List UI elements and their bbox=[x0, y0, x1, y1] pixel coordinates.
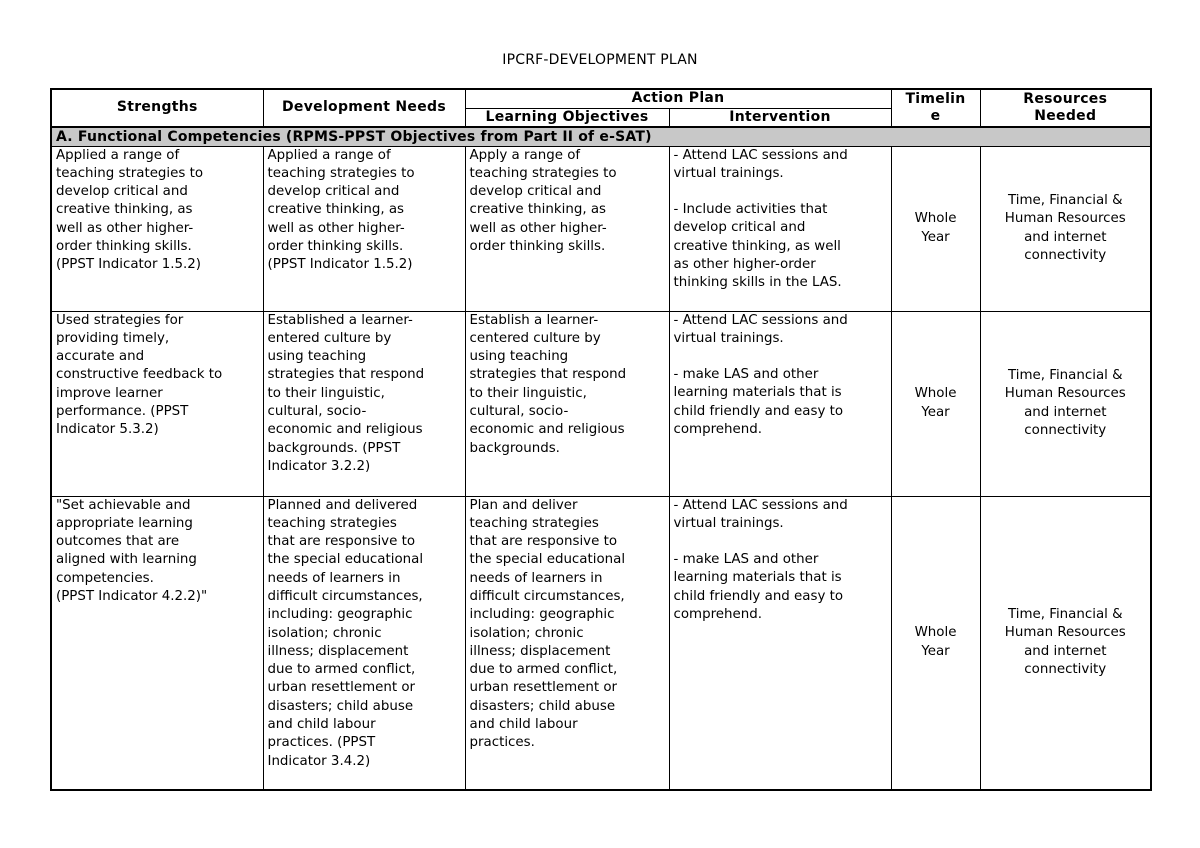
development-need-cell: Planned and delivered teaching strategies that are responsive to the special educational needs of learners in difficult circumstances, including: geographic isolation; chronic illness; displacement due to armed conflict, urban resettlement or disasters; child abuse and child labour practices. (PPST Indicator 3.4.2) bbox=[263, 496, 465, 790]
section-row bbox=[51, 127, 1151, 147]
intervention-cell bbox=[669, 146, 891, 311]
header-learning-objectives: Learning Objectives bbox=[465, 108, 669, 127]
intervention-item: - Attend LAC sessions and virtual trainings. bbox=[673, 497, 848, 531]
resources-cell: Time, Financial & Human Resources and internet connectivity bbox=[980, 311, 1151, 496]
intervention-cell bbox=[669, 496, 891, 790]
document-title: IPCRF-DEVELOPMENT PLAN bbox=[502, 52, 698, 68]
intervention-item: - make LAS and other learning materials that is child friendly and easy to comprehend. bbox=[673, 552, 844, 622]
strength-cell: Used strategies for providing timely, accurate and constructive feedback to improve learner performance. (PPST Indicator 5.3.2) bbox=[51, 311, 263, 496]
intervention-cell bbox=[669, 311, 891, 496]
table-row bbox=[51, 496, 1151, 790]
header-intervention: Intervention bbox=[669, 108, 891, 127]
learning-objective-cell: Establish a learner- centered culture by using teaching strategies that respond to their linguistic, cultural, socio- economic and religious backgrounds. bbox=[465, 311, 669, 496]
header-timeline: Timelin e bbox=[891, 89, 980, 127]
intervention-item: - Attend LAC sessions and virtual trainings. bbox=[673, 312, 848, 346]
learning-objective-cell: Apply a range of teaching strategies to develop critical and creative thinking, as well as other higher- order thinking skills. bbox=[465, 146, 669, 311]
intervention-item: - make LAS and other learning materials that is child friendly and easy to comprehend. bbox=[673, 367, 844, 437]
section-functional-competencies: A. Functional Competencies (RPMS-PPST Objectives from Part II of e-SAT) bbox=[51, 127, 1151, 147]
learning-objective-cell: Plan and deliver teaching strategies that are responsive to the special educational needs of learners in difficult circumstances, including: geographic isolation; chronic illness; displacement due to armed conflict, urban resettlement or disasters; child abuse and child labour practices. bbox=[465, 496, 669, 790]
header-resources-needed: Resources Needed bbox=[980, 89, 1151, 127]
timeline-cell: Whole Year bbox=[891, 496, 980, 790]
header-action-plan: Action Plan bbox=[465, 89, 891, 108]
table-row bbox=[51, 146, 1151, 311]
strength-cell: "Set achievable and appropriate learning outcomes that are aligned with learning competencies. (PPST Indicator 4.2.2)" bbox=[51, 496, 263, 790]
development-need-cell: Established a learner- entered culture by using teaching strategies that respond to their linguistic, cultural, socio- economic and religious backgrounds. (PPST Indicator 3.2.2) bbox=[263, 311, 465, 496]
timeline-cell: Whole Year bbox=[891, 146, 980, 311]
development-plan-table bbox=[50, 88, 1152, 791]
timeline-cell: Whole Year bbox=[891, 311, 980, 496]
table-row bbox=[51, 311, 1151, 496]
header-strengths: Strengths bbox=[51, 89, 263, 127]
header-row-top bbox=[51, 89, 1151, 108]
intervention-item: - Include activities that develop critical and creative thinking, as well as other higher-order thinking skills in the LAS. bbox=[673, 202, 842, 291]
header-development-needs: Development Needs bbox=[263, 89, 465, 127]
development-need-cell: Applied a range of teaching strategies to develop critical and creative thinking, as well as other higher- order thinking skills. (PPST Indicator 1.5.2) bbox=[263, 146, 465, 311]
strength-cell: Applied a range of teaching strategies to develop critical and creative thinking, as well as other higher- order thinking skills. (PPST Indicator 1.5.2) bbox=[51, 146, 263, 311]
intervention-item: - Attend LAC sessions and virtual trainings. bbox=[673, 147, 848, 181]
resources-cell: Time, Financial & Human Resources and internet connectivity bbox=[980, 496, 1151, 790]
resources-cell: Time, Financial & Human Resources and internet connectivity bbox=[980, 146, 1151, 311]
